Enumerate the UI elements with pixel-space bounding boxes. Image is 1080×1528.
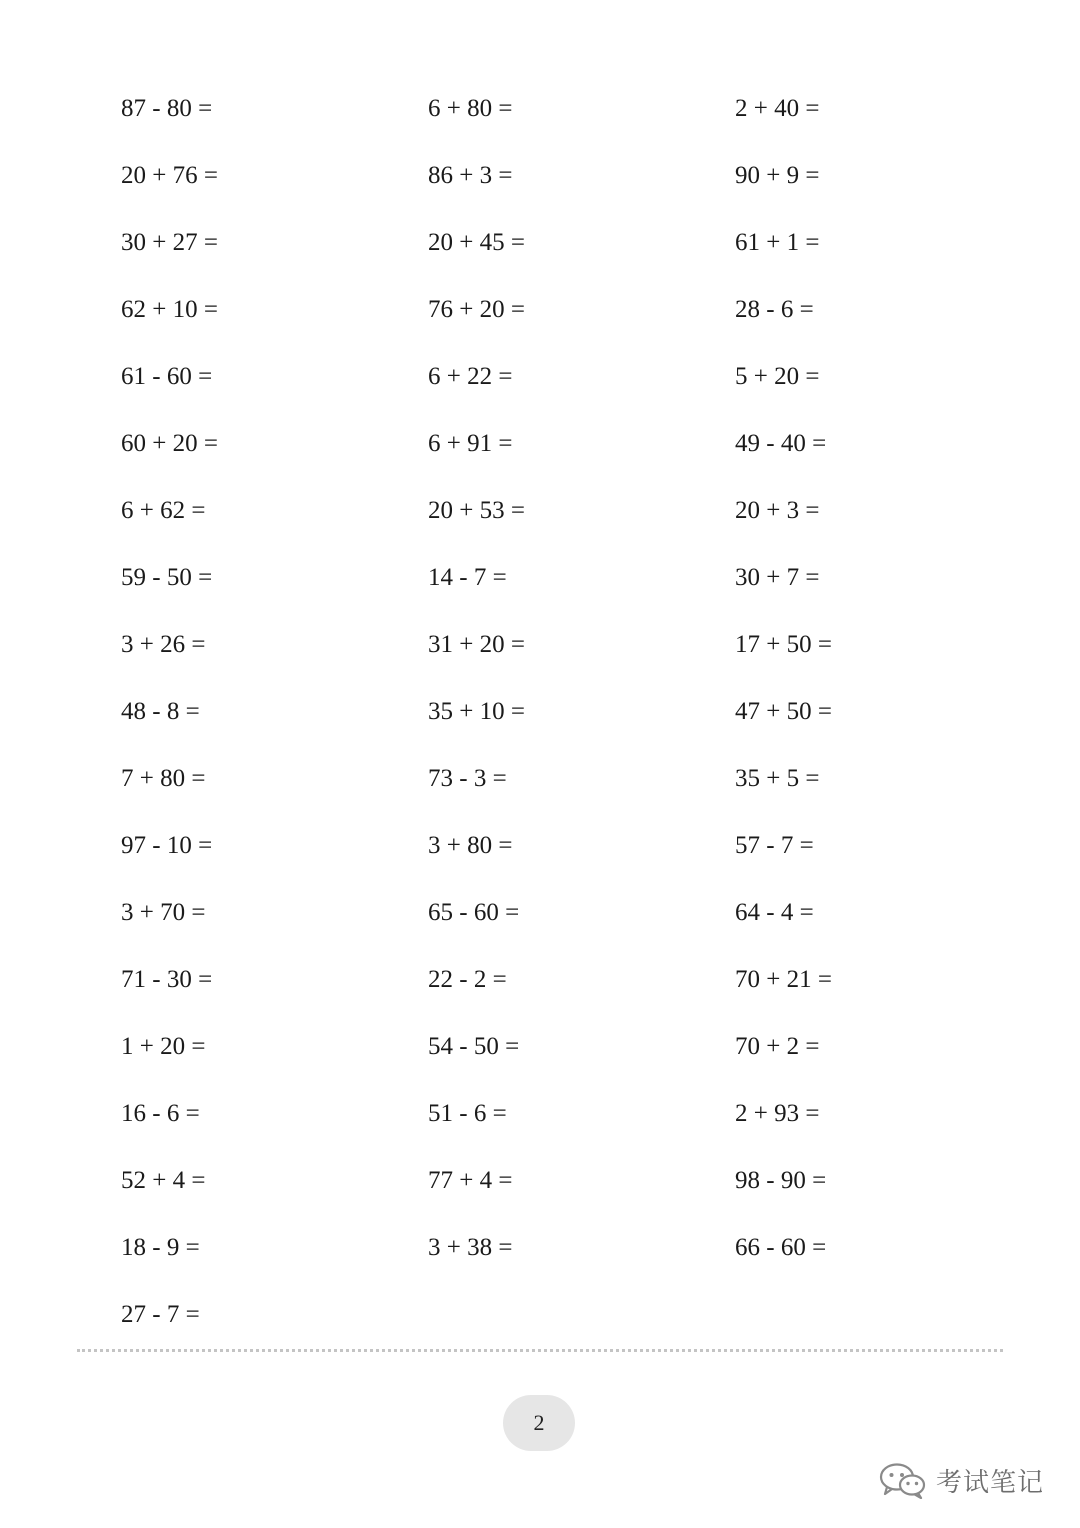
math-problem: 22 - 2 =: [428, 966, 507, 993]
math-problem: 35 + 5 =: [735, 765, 820, 792]
math-problem: 20 + 3 =: [735, 497, 820, 524]
math-problem: 35 + 10 =: [428, 698, 525, 725]
math-problem: 48 - 8 =: [121, 698, 200, 725]
math-problem: 60 + 20 =: [121, 430, 218, 457]
problem-column-3: [735, 90, 1035, 1296]
math-problem: 3 + 70 =: [121, 899, 206, 926]
watermark-text: 考试笔记: [936, 1467, 1045, 1498]
math-problem: 77 + 4 =: [428, 1167, 513, 1194]
math-problem: 2 + 40 =: [735, 95, 820, 122]
math-problem: 61 - 60 =: [121, 363, 213, 390]
math-problem: 65 - 60 =: [428, 899, 520, 926]
math-problem: 30 + 27 =: [121, 229, 218, 256]
math-problem: 70 + 21 =: [735, 966, 832, 993]
math-problem: 87 - 80 =: [121, 95, 213, 122]
math-problem: 17 + 50 =: [735, 631, 832, 658]
math-problem: 7 + 80 =: [121, 765, 206, 792]
math-problem: 6 + 62 =: [121, 497, 206, 524]
math-problem: 70 + 2 =: [735, 1033, 820, 1060]
dotted-divider: [77, 1349, 1003, 1352]
math-problem: 2 + 93 =: [735, 1100, 820, 1127]
math-problem: 3 + 80 =: [428, 832, 513, 859]
math-problem: 6 + 80 =: [428, 95, 513, 122]
math-problem: 20 + 53 =: [428, 497, 525, 524]
math-problem: 98 - 90 =: [735, 1167, 827, 1194]
math-problem: 71 - 30 =: [121, 966, 213, 993]
math-problem: 30 + 7 =: [735, 564, 820, 591]
math-problem: 27 - 7 =: [121, 1301, 200, 1328]
math-problem: 3 + 26 =: [121, 631, 206, 658]
math-problem: 20 + 76 =: [121, 162, 218, 189]
math-problem: 51 - 6 =: [428, 1100, 507, 1127]
math-problem: 64 - 4 =: [735, 899, 814, 926]
math-problem: 6 + 91 =: [428, 430, 513, 457]
math-problem: 16 - 6 =: [121, 1100, 200, 1127]
math-problem: 28 - 6 =: [735, 296, 814, 323]
watermark: [878, 1458, 1044, 1502]
math-problem: 76 + 20 =: [428, 296, 525, 323]
math-problem: 14 - 7 =: [428, 564, 507, 591]
math-problem: 61 + 1 =: [735, 229, 820, 256]
math-problem: 3 + 38 =: [428, 1234, 513, 1261]
math-problem: 49 - 40 =: [735, 430, 827, 457]
math-problem: 47 + 50 =: [735, 698, 832, 725]
problem-column-1: [121, 90, 421, 1363]
math-problem: 5 + 20 =: [735, 363, 820, 390]
math-problem: 54 - 50 =: [428, 1033, 520, 1060]
math-problem: 1 + 20 =: [121, 1033, 206, 1060]
math-problem: 59 - 50 =: [121, 564, 213, 591]
wechat-icon: [878, 1461, 928, 1499]
math-problem: 90 + 9 =: [735, 162, 820, 189]
math-problem: 31 + 20 =: [428, 631, 525, 658]
problem-column-2: [428, 90, 728, 1296]
math-problem: 66 - 60 =: [735, 1234, 827, 1261]
math-problem: 52 + 4 =: [121, 1167, 206, 1194]
math-problem: 57 - 7 =: [735, 832, 814, 859]
math-problem: 73 - 3 =: [428, 765, 507, 792]
math-problem: 18 - 9 =: [121, 1234, 200, 1261]
math-problem: 6 + 22 =: [428, 363, 513, 390]
page-number: 2: [503, 1395, 575, 1451]
math-problem: 97 - 10 =: [121, 832, 213, 859]
math-problem: 86 + 3 =: [428, 162, 513, 189]
math-problem: 20 + 45 =: [428, 229, 525, 256]
math-problem: 62 + 10 =: [121, 296, 218, 323]
